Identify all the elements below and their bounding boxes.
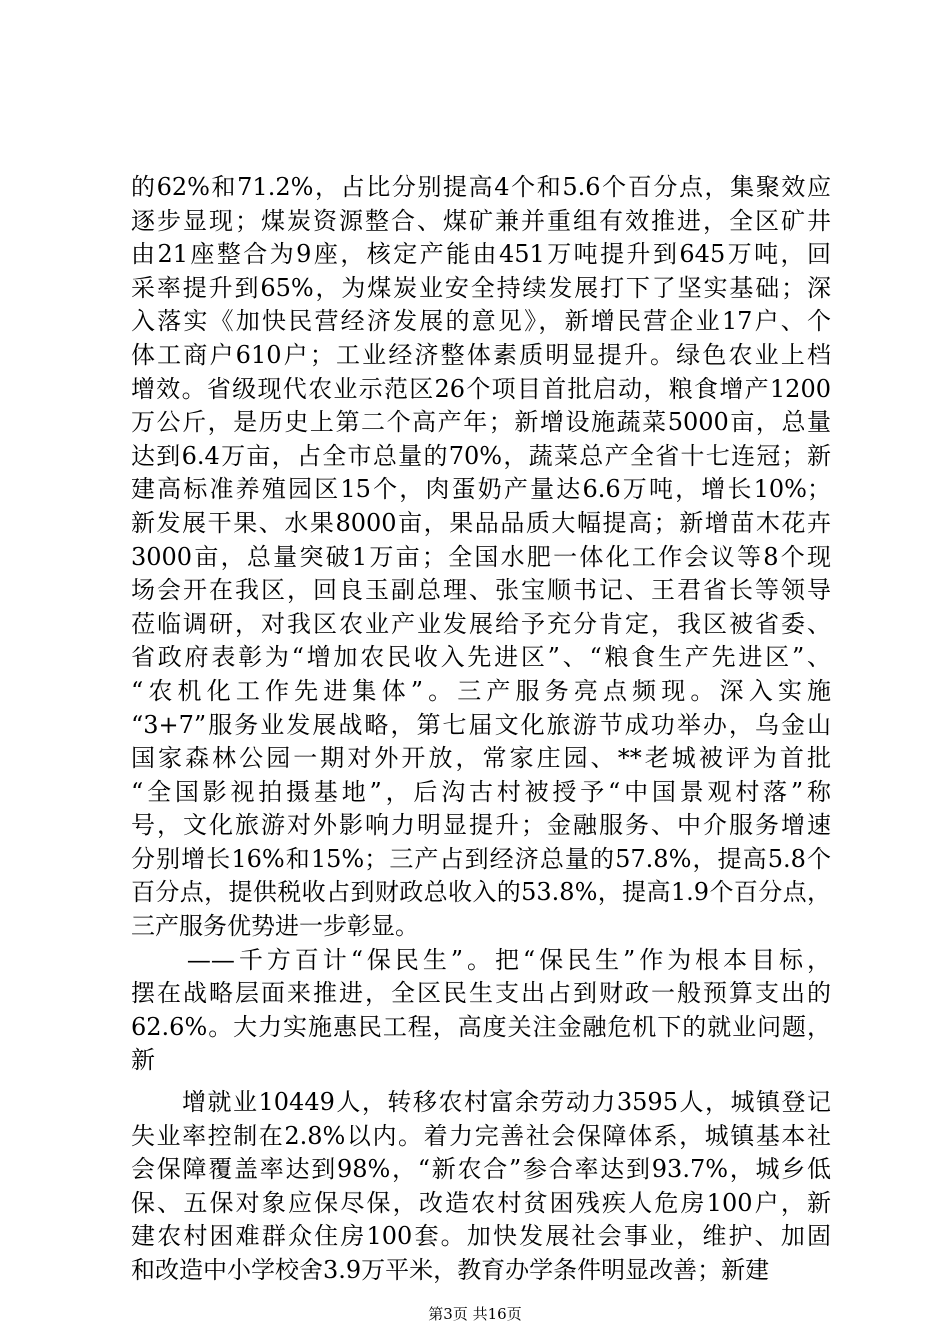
text-line: 场会开在我区，回良玉副总理、张宝顺书记、王君省长等领导 bbox=[131, 576, 831, 605]
text-line: 达到6.4万亩，占全市总量的70%，蔬菜总产全省十七连冠；新 bbox=[131, 441, 831, 470]
text-line: “农机化工作先进集体”。三产服务亮点频现。深入实施 bbox=[131, 676, 831, 705]
text-line: 分别增长16%和15%；三产占到经济总量的57.8%，提高5.8个 bbox=[131, 844, 831, 873]
text-line: 建高标准养殖园区15个，肉蛋奶产量达6.6万吨，增长10%； bbox=[131, 475, 831, 504]
text-line: “全国影视拍摄基地”，后沟古村被授予“中国景观村落”称 bbox=[131, 777, 831, 806]
text-line: 号，文化旅游对外影响力明显提升；金融服务、中介服务增速 bbox=[131, 811, 831, 840]
text-line: 万公斤，是历史上第二个高产年；新增设施蔬菜5000亩，总量 bbox=[131, 408, 831, 437]
text-line: 62.6%。大力实施惠民工程，高度关注金融危机下的就业问题， bbox=[131, 1012, 831, 1041]
text-line: 会保障覆盖率达到98%，“新农合”参合率达到93.7%，城乡低 bbox=[131, 1155, 831, 1184]
paragraph-economy bbox=[131, 171, 831, 944]
text-line: 增效。省级现代农业示范区26个项目首批启动，粮食增产1200 bbox=[131, 374, 831, 403]
text-line: 入落实《加快民营经济发展的意见》，新增民营企业17户、个 bbox=[131, 307, 831, 336]
text-line: 逐步显现；煤炭资源整合、煤矿兼并重组有效推进，全区矿井 bbox=[131, 206, 831, 235]
text-line: 省政府表彰为“增加农民收入先进区”、“粮食生产先进区”、 bbox=[131, 643, 831, 672]
text-line: 体工商户610户；工业经济整体素质明显提升。绿色农业上档 bbox=[131, 340, 831, 369]
paragraph-gap bbox=[131, 1078, 831, 1086]
text-line: 3000亩，总量突破1万亩；全国水肥一体化工作会议等8个现 bbox=[131, 542, 831, 571]
text-line: 失业率控制在2.8%以内。着力完善社会保障体系，城镇基本社 bbox=[131, 1121, 831, 1150]
text-line: 保、五保对象应保尽保，改造农村贫困残疾人危房100户，新 bbox=[131, 1188, 831, 1217]
page-number-footer: 第3页 共16页 bbox=[428, 1305, 522, 1323]
text-line: 和改造中小学校舍3.9万平米，教育办学条件明显改善；新建 bbox=[131, 1256, 770, 1284]
text-line: 由21座整合为9座，核定产能由451万吨提升到645万吨，回 bbox=[131, 240, 831, 269]
text-line: 建农村困难群众住房100套。加快发展社会事业，维护、加固 bbox=[131, 1222, 831, 1251]
paragraph-employment bbox=[131, 1086, 831, 1288]
text-line: “3+7”服务业发展战略，第七届文化旅游节成功举办，乌金山 bbox=[131, 710, 831, 739]
text-line: ——千方百计“保民生”。把“保民生”作为根本目标， bbox=[131, 945, 831, 974]
text-line: 莅临调研，对我区农业产业发展给予充分肯定，我区被省委、 bbox=[131, 609, 831, 638]
text-line: 摆在战略层面来推进，全区民生支出占到财政一般预算支出的 bbox=[131, 979, 831, 1008]
text-line: 采率提升到65%，为煤炭业安全持续发展打下了坚实基础；深 bbox=[131, 273, 831, 302]
document-body bbox=[131, 171, 831, 1288]
paragraph-livelihood bbox=[131, 944, 831, 1078]
text-line: 增就业10449人，转移农村富余劳动力3595人，城镇登记 bbox=[131, 1088, 831, 1117]
text-line: 新发展干果、水果8000亩，果品品质大幅提高；新增苗木花卉 bbox=[131, 508, 831, 537]
text-line: 国家森林公园一期对外开放，常家庄园、**老城被评为首批 bbox=[131, 744, 831, 773]
text-line: 的62%和71.2%，占比分别提高4个和5.6个百分点，集聚效应 bbox=[131, 173, 831, 201]
text-line: 三产服务优势进一步彰显。 bbox=[131, 912, 419, 941]
text-line: 百分点，提供税收占到财政总收入的53.8%，提高1.9个百分点， bbox=[131, 878, 831, 907]
text-line: 新 bbox=[131, 1046, 155, 1075]
